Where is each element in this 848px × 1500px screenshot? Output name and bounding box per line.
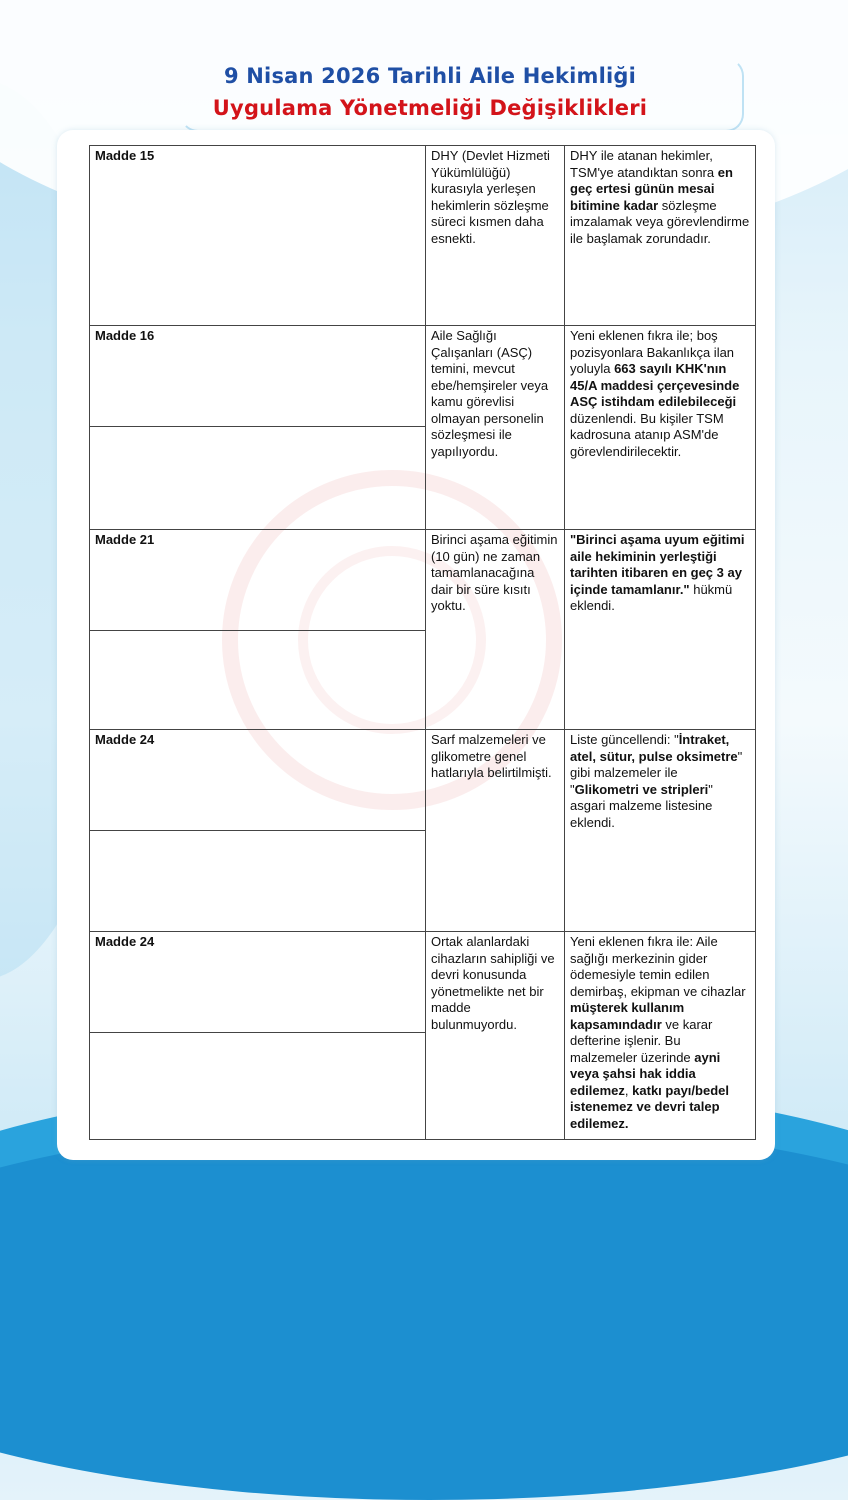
text: " gibi malzemeler ile " (570, 748, 743, 797)
text: hükmü eklendi. (570, 581, 733, 613)
text: düzenlendi. Bu kişiler TSM kadrosuna atanıp ASM'de görevlendirilecektir. (570, 410, 724, 459)
text: ve karar defterine işlenir. Bu malzemeler üzerinde (570, 1016, 713, 1065)
madde-cell (90, 932, 426, 1140)
bold-text: 663 sayılı KHK'nın 45/A maddesi çerçevesinde ASÇ istihdam edilebileceği (570, 361, 740, 409)
eski-cell: Ortak alanlardaki cihazların sahipliği ve devri konusunda yönetmelikte net bir madde bulunmuyordu. (426, 932, 565, 1140)
table-row (90, 530, 756, 730)
bold-text: ayni veya şahsi hak iddia edilemez (570, 1049, 721, 1098)
madde-label: Madde 16 (95, 328, 155, 343)
bold-text: Glikometri ve stripleri (574, 781, 709, 797)
madde-cell (90, 530, 426, 730)
madde-cell (90, 730, 426, 932)
text: , (624, 1082, 633, 1098)
yeni-cell (565, 326, 756, 530)
eski-cell: Birinci aşama eğitimin (10 gün) ne zaman tamamlanacağına dair bir süre kısıtı yoktu. (426, 530, 565, 730)
table-row (90, 326, 756, 530)
sub-divider (90, 830, 425, 831)
yeni-cell (565, 530, 756, 730)
yeni-cell (565, 730, 756, 932)
yeni-cell (565, 932, 756, 1140)
sub-divider (90, 1032, 425, 1033)
bold-text: müşterek kullanım kapsamındadır (570, 1000, 685, 1032)
madde-cell (90, 146, 426, 326)
text: sözleşme imzalamak veya görevlendirme ile başlamak zorundadır. (570, 197, 750, 246)
madde-label: Madde 15 (95, 148, 155, 163)
table-row (90, 932, 756, 1140)
bold-text: katkı payı/bedel istenemez ve devri talep edilemez. (570, 1082, 729, 1131)
eski-cell: Aile Sağlığı Çalışanları (ASÇ) temini, mevcut ebe/hemşireler veya kamu görevlisi olmayan personelin sözleşmesi ile yapılıyordu. (426, 326, 565, 530)
sub-divider (90, 630, 425, 631)
title-line-2: Uygulama Yönetmeliği Değişiklikleri (212, 96, 648, 120)
text: " asgari malzeme listesine eklendi. (570, 781, 713, 830)
bold-text: "Birinci aşama uyum eğitimi aile hekiminin yerleştiği tarihten itibaren en geç 3 ay içinde tamamlanır." (570, 532, 745, 597)
madde-label: Madde 24 (95, 732, 155, 747)
madde-label: Madde 21 (95, 532, 155, 547)
bold-text: en geç ertesi günün mesai bitimine kadar (570, 164, 733, 213)
yeni-cell (565, 146, 756, 326)
sub-divider (90, 426, 425, 427)
table-row (90, 730, 756, 932)
page-title (120, 60, 740, 132)
text: Yeni eklenen fıkra ile; boş pozisyonlara Bakanlıkça ilan yoluyla (570, 328, 735, 376)
madde-label: Madde 24 (95, 934, 155, 949)
eski-cell: DHY (Devlet Hizmeti Yükümlülüğü) kurasıyla yerleşen hekimlerin sözleşme süreci kısmen daha esnekti. (426, 146, 565, 326)
text: DHY ile atanan hekimler, TSM'ye atandıktan sonra (570, 148, 718, 180)
bold-text: İntraket, atel, sütur, pulse oksimetre (570, 732, 738, 764)
regulation-table (89, 145, 756, 1140)
text: Yeni eklenen fıkra ile: Aile sağlığı merkezinin gider ödemesiyle temin edilen demirbaş, ekipman ve cihazlar (570, 934, 746, 999)
title-line-1: 9 Nisan 2026 Tarihli Aile Hekimliği (223, 64, 637, 88)
madde-cell (90, 326, 426, 530)
text: Liste güncellendi: " (570, 732, 679, 747)
background-arc-bottom-dark (0, 1120, 848, 1500)
eski-cell: Sarf malzemeleri ve glikometre genel hatlarıyla belirtilmişti. (426, 730, 565, 932)
table-row (90, 146, 756, 326)
